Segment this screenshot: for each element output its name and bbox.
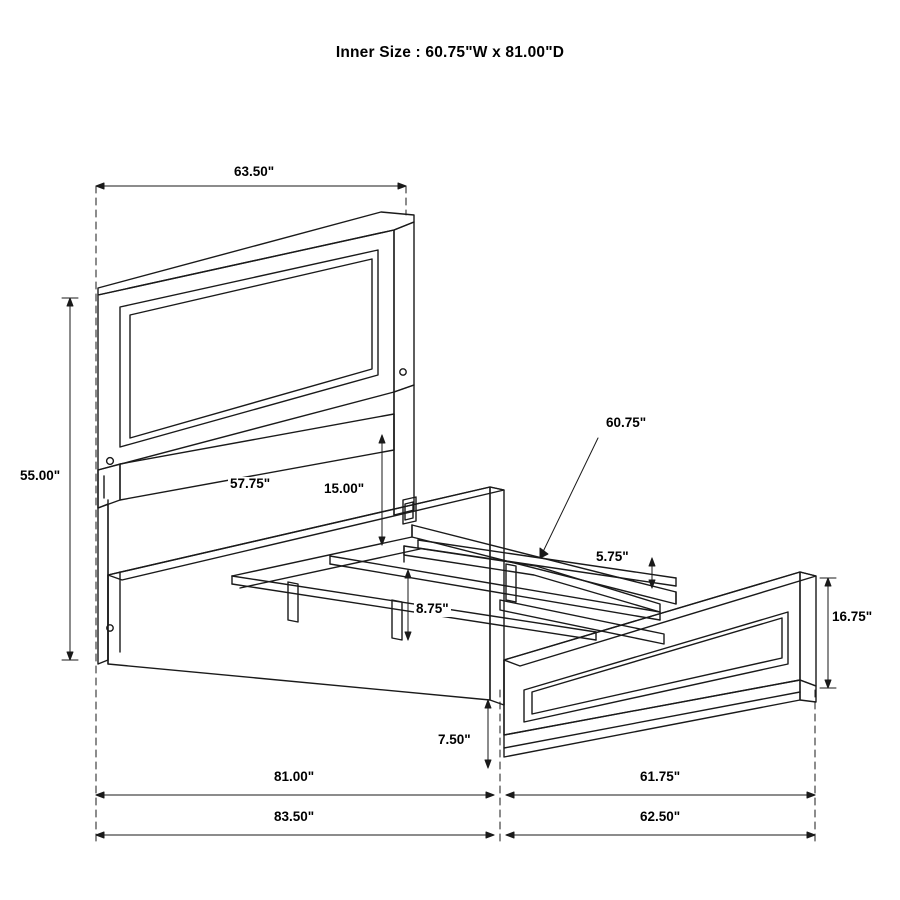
arrow-fh-bottom bbox=[825, 680, 831, 688]
arrow-hw-left bbox=[96, 183, 104, 189]
headboard-bolt-left bbox=[107, 458, 114, 465]
arrow-fw-left bbox=[506, 792, 514, 798]
footboard-base-right bbox=[800, 680, 816, 702]
footboard-base-line bbox=[504, 692, 800, 748]
side-rail-outer-face bbox=[108, 487, 490, 700]
dim-label-slat-thickness: 5.75" bbox=[596, 549, 629, 564]
dim-label-center-support-height: 8.75" bbox=[416, 601, 449, 616]
dim-label-footboard-height: 16.75" bbox=[832, 609, 873, 624]
footboard-right-side bbox=[800, 572, 816, 686]
dim-label-overall-width: 62.50" bbox=[640, 809, 681, 824]
arrow-ml-left bbox=[96, 792, 104, 798]
center-leg-3 bbox=[506, 564, 516, 602]
dim-label-slat-span: 60.75" bbox=[606, 415, 647, 430]
side-rail-end-cap bbox=[490, 487, 504, 705]
arrow-ol-right bbox=[486, 832, 494, 838]
dim-label-headboard-inner-width: 57.75" bbox=[230, 476, 271, 491]
headboard-left-post bbox=[98, 504, 108, 664]
headboard-bolt-right bbox=[400, 369, 406, 375]
page-title: Inner Size : 60.75"W x 81.00"D bbox=[335, 44, 565, 61]
dim-label-overall-length: 83.50" bbox=[274, 809, 315, 824]
arrow-cs-top bbox=[405, 570, 411, 578]
dim-label-rail-to-slat-height: 15.00" bbox=[324, 481, 365, 496]
arrow-oh-bottom bbox=[67, 652, 73, 660]
arrow-ol-left bbox=[96, 832, 104, 838]
dim-label-mattress-length: 81.00" bbox=[274, 769, 315, 784]
arrow-cs-bottom bbox=[405, 632, 411, 640]
arrow-fh-top bbox=[825, 578, 831, 586]
arrow-oh-top bbox=[67, 298, 73, 306]
headboard-left-leg bbox=[98, 464, 120, 508]
headboard-inner-panel bbox=[120, 250, 378, 447]
slat-rail-b-lower bbox=[330, 564, 660, 620]
headboard-right-side bbox=[394, 222, 414, 392]
slat-rail-a bbox=[418, 540, 676, 578]
arrow-fc-bottom bbox=[485, 760, 491, 768]
arrow-fw-right bbox=[807, 792, 815, 798]
arrow-rs-top bbox=[379, 435, 385, 443]
dim-label-footboard-width: 61.75" bbox=[640, 769, 681, 784]
footboard-base bbox=[504, 680, 800, 757]
arrow-hw-right bbox=[398, 183, 406, 189]
center-leg-2 bbox=[392, 600, 402, 640]
dim-label-footboard-clearance: 7.50" bbox=[438, 732, 471, 747]
arrow-fc-top bbox=[485, 700, 491, 708]
arrow-ml-right bbox=[486, 792, 494, 798]
arrow-ow-left bbox=[506, 832, 514, 838]
arrow-ow-right bbox=[807, 832, 815, 838]
dim-label-overall-height: 55.00" bbox=[20, 468, 61, 483]
headboard-top-edge bbox=[98, 212, 414, 295]
dim-label-headboard-width: 63.50" bbox=[234, 164, 275, 179]
arrow-st-top bbox=[649, 558, 655, 566]
leader-line-slat-span bbox=[540, 438, 598, 558]
headboard-right-post bbox=[394, 385, 414, 515]
center-leg-1 bbox=[288, 582, 298, 622]
